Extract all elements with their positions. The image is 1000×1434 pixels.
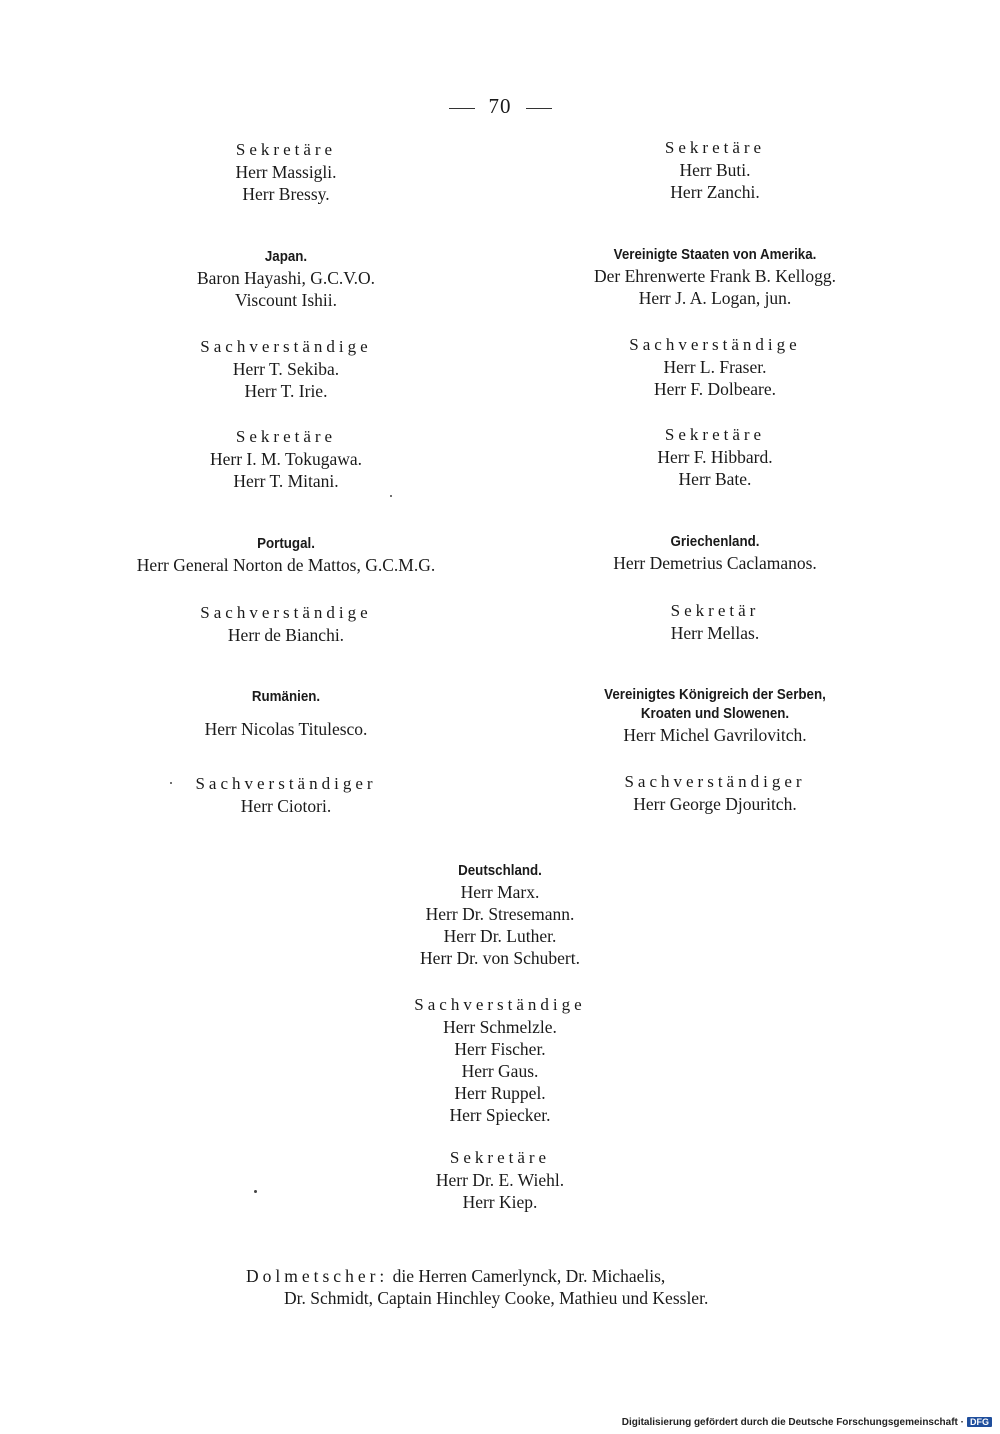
dash-right	[526, 108, 552, 109]
page-number-text: 70	[488, 94, 512, 118]
japan-secretaries	[86, 426, 486, 492]
person-name: Herr F. Dolbeare.	[653, 379, 777, 399]
griechenland-secretaries	[515, 600, 915, 644]
usa-delegation	[515, 246, 915, 309]
person-name: Herr J. A. Logan, jun.	[638, 288, 792, 308]
griechenland-delegation	[515, 533, 915, 574]
country-heading: Griechenland.	[670, 534, 760, 550]
rumaenien-delegation	[86, 688, 486, 740]
person-name: Herr de Bianchi.	[227, 625, 345, 645]
person-name: Herr T. Sekiba.	[232, 359, 340, 379]
section-label: Sekretäre	[449, 1148, 551, 1167]
person-name: Herr Dr. von Schubert.	[420, 948, 580, 968]
portugal-delegation	[86, 535, 486, 576]
person-name: Herr Nicolas Titulesco.	[204, 719, 368, 739]
dfg-logo: DFG	[967, 1417, 992, 1427]
person-name: Baron Hayashi, G.C.V.O.	[196, 268, 376, 288]
dash-left	[449, 108, 475, 109]
person-name: Herr L. Fraser.	[663, 357, 767, 377]
person-name: Der Ehrenwerte Frank B. Kellogg.	[593, 266, 836, 286]
shs-delegation	[515, 686, 915, 746]
person-name: Herr Schmelzle.	[443, 1017, 557, 1037]
person-name: Herr Demetrius Caclamanos.	[613, 553, 817, 573]
section-label: Sachverständige	[200, 337, 372, 356]
interpreters-block	[150, 1265, 870, 1309]
person-name: Herr Spiecker.	[449, 1105, 551, 1125]
credit-text: Digitalisierung gefördert durch die Deutsche Forschungsgemeinschaft ·	[621, 1417, 964, 1428]
section-label: Sekretäre	[664, 425, 766, 444]
person-name: Herr I. M. Tokugawa.	[209, 449, 363, 469]
person-name: Herr Dr. Stresemann.	[425, 904, 575, 924]
person-name: Herr T. Mitani.	[233, 471, 339, 491]
section-label: Sachverständige	[629, 335, 801, 354]
person-name: Herr Massigli.	[235, 162, 337, 182]
person-name: Herr F. Hibbard.	[657, 447, 773, 467]
page-number	[0, 94, 1000, 119]
digitization-credit	[622, 1417, 992, 1428]
scan-speck	[254, 1190, 257, 1193]
person-name: Herr Bressy.	[242, 184, 330, 204]
section-label: Sekretär	[670, 601, 760, 620]
interpreters-line-1	[150, 1265, 870, 1287]
person-name: Herr Bate.	[678, 469, 752, 489]
person-name: Herr George Djouritch.	[633, 794, 797, 814]
left-top-secretaries	[86, 139, 486, 205]
person-name: Herr Buti.	[679, 160, 751, 180]
person-name: Herr Dr. E. Wiehl.	[435, 1170, 565, 1190]
person-name: Herr Zanchi.	[670, 182, 760, 202]
portugal-experts	[86, 602, 486, 646]
shs-experts	[515, 771, 915, 815]
country-heading: Vereinigtes Königreich der Serben,	[604, 687, 826, 703]
person-name: Herr Marx.	[460, 882, 540, 902]
person-name: Herr Dr. Luther.	[443, 926, 557, 946]
person-name: Herr Fischer.	[454, 1039, 546, 1059]
right-top-secretaries	[515, 137, 915, 203]
deutschland-experts	[300, 994, 700, 1126]
person-name: Herr T. Irie.	[244, 381, 328, 401]
person-name: Viscount Ishii.	[234, 290, 337, 310]
person-name: Herr Kiep.	[462, 1192, 538, 1212]
person-name: Herr Mellas.	[670, 623, 760, 643]
section-label: Sekretäre	[235, 427, 337, 446]
section-label: Sachverständiger	[624, 772, 806, 791]
section-label: Sachverständiger	[195, 774, 377, 793]
section-label: Sachverständige	[200, 603, 372, 622]
country-heading: Vereinigte Staaten von Amerika.	[613, 247, 817, 263]
person-name: Herr Michel Gavrilovitch.	[623, 725, 807, 745]
section-label: Sekretäre	[235, 140, 337, 159]
person-name: Herr Ciotori.	[240, 796, 332, 816]
person-name: Herr Gaus.	[461, 1061, 539, 1081]
country-heading: Deutschland.	[458, 863, 542, 879]
interpreters-names-1: die Herren Camerlynck, Dr. Michaelis,	[392, 1266, 666, 1286]
japan-delegation	[86, 248, 486, 311]
interpreters-line-2: Dr. Schmidt, Captain Hinchley Cooke, Mathieu und Kessler.	[284, 1288, 709, 1308]
interpreters-label: Dolmetscher:	[246, 1266, 389, 1286]
person-name: Herr Ruppel.	[454, 1083, 546, 1103]
scan-speck	[390, 495, 392, 497]
section-label: Sekretäre	[664, 138, 766, 157]
scan-speck	[170, 782, 172, 784]
person-name: Herr General Norton de Mattos, G.C.M.G.	[136, 555, 436, 575]
country-heading: Rumänien.	[251, 689, 321, 705]
usa-experts	[515, 334, 915, 400]
country-heading: Kroaten und Slowenen.	[640, 706, 790, 722]
country-heading: Portugal.	[257, 536, 315, 552]
section-label: Sachverständige	[414, 995, 586, 1014]
deutschland-delegation	[300, 862, 700, 969]
japan-experts	[86, 336, 486, 402]
usa-secretaries	[515, 424, 915, 490]
rumaenien-experts	[86, 773, 486, 817]
country-heading: Japan.	[264, 249, 308, 265]
deutschland-secretaries	[300, 1147, 700, 1213]
